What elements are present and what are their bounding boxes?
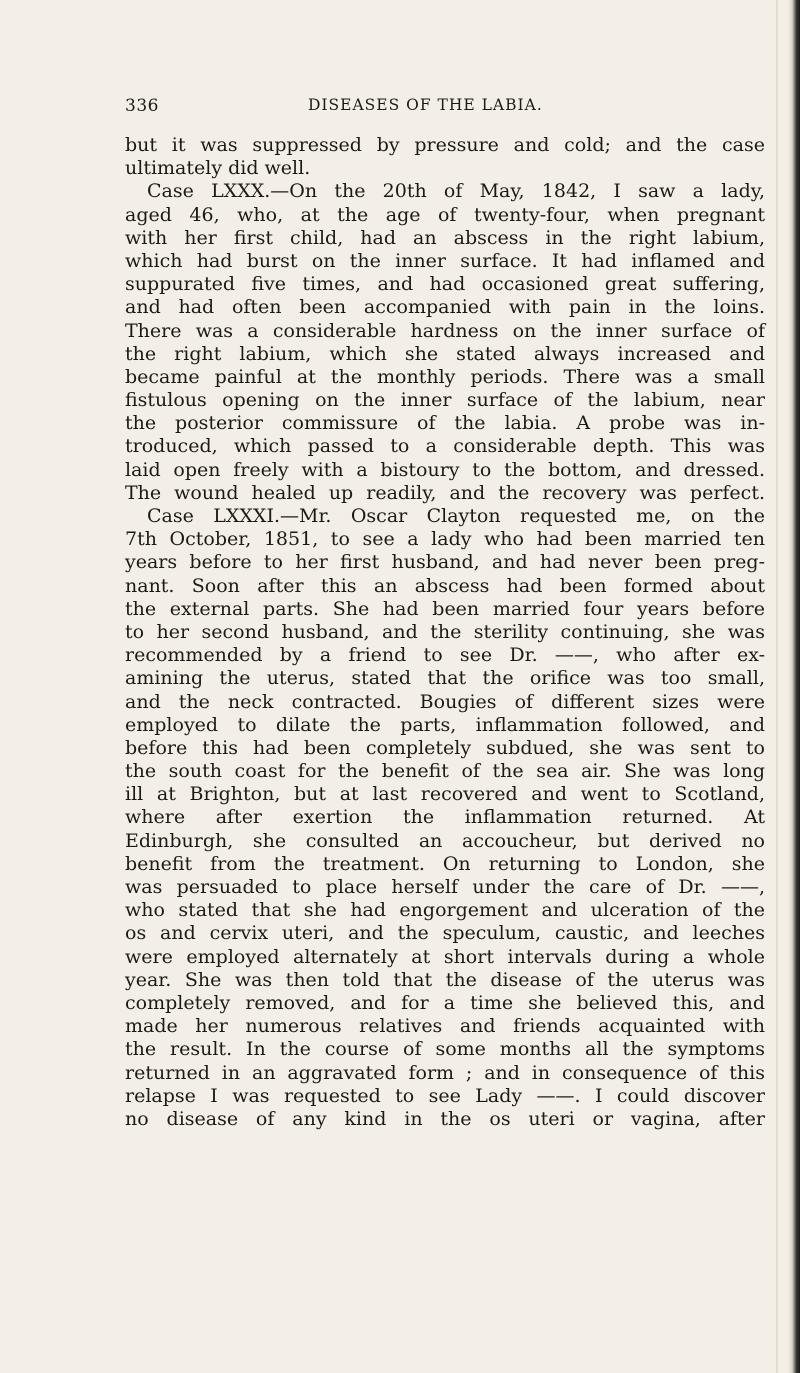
text-line: the south coast for the benefit of the sea air. She was long	[125, 760, 765, 783]
text-line: to her second husband, and the sterility continuing, she was	[125, 620, 765, 643]
text-line: benefit from the treatment. On returning to London, she	[125, 852, 765, 875]
text-line: aged 46, who, at the age of twenty-four, when pregnant	[125, 203, 765, 226]
text-line: but it was suppressed by pressure and cold; and the case	[125, 134, 765, 156]
text-line: with her first child, had an abscess in the right labium,	[125, 226, 765, 249]
text-line: became painful at the monthly periods. There was a small	[125, 365, 765, 388]
text-line: fistulous opening on the inner surface of the labium, near	[125, 389, 765, 412]
text-line: amining the uterus, stated that the orifice was too small,	[125, 667, 765, 690]
text-line: There was a considerable hardness on the inner surface of	[125, 319, 765, 342]
text-line: returned in an aggravated form ; and in consequence of this	[125, 1061, 765, 1084]
text-line: ill at Brighton, but at last recovered and went to Scotland,	[125, 783, 765, 806]
page-number: 336	[125, 96, 159, 116]
text-line: Edinburgh, she consulted an accoucheur, but derived no	[125, 829, 765, 852]
text-line: the right labium, which she stated always increased and	[125, 342, 765, 365]
text-line: before this had been completely subdued, she was sent to	[125, 736, 765, 759]
text-line: and the neck contracted. Bougies of different sizes were	[125, 690, 765, 713]
text-line: relapse I was requested to see Lady ——. I could discover	[125, 1084, 765, 1107]
text-line: The wound healed up readily, and the recovery was perfect.	[125, 481, 765, 504]
text-line: was persuaded to place herself under the care of Dr. ——,	[125, 876, 765, 898]
text-line: the result. In the course of some months all the symptoms	[125, 1038, 765, 1061]
text-line: years before to her first husband, and had never been preg-	[125, 551, 765, 574]
text-line: recommended by a friend to see Dr. ——, who after ex-	[125, 644, 765, 667]
running-head: DISEASES OF THE LABIA.	[308, 96, 543, 114]
text-line: ultimately did well.	[125, 157, 311, 180]
text-line: and had often been accompanied with pain in the loins.	[125, 296, 765, 319]
text-line: the external parts. She had been married four years before	[125, 597, 765, 620]
text-line: completely removed, and for a time she believed this, and	[125, 991, 765, 1014]
text-line: laid open freely with a bistoury to the bottom, and dressed.	[125, 458, 765, 481]
page-edge-highlight	[776, 0, 778, 1373]
text-line: 7th October, 1851, to see a lady who had been married ten	[125, 528, 765, 551]
text-line: who stated that she had engorgement and ulceration of the	[125, 899, 765, 922]
text-line: no disease of any kind in the os uteri or vagina, after	[125, 1107, 765, 1130]
text-line: made her numerous relatives and friends acquainted with	[125, 1015, 765, 1038]
body-text	[125, 134, 765, 1131]
text-line: where after exertion the inflammation returned. At	[125, 806, 765, 829]
text-line: the posterior commissure of the labia. A probe was in-	[125, 412, 765, 435]
text-line: year. She was then told that the disease of the uterus was	[125, 968, 765, 991]
case-heading-line: Case LXXX.—On the 20th of May, 1842, I saw a lady,	[147, 180, 765, 203]
text-line: suppurated five times, and had occasioned great suffering,	[125, 273, 765, 296]
page-header	[125, 96, 765, 120]
text-line: os and cervix uteri, and the speculum, caustic, and leeches	[125, 922, 765, 945]
text-line: which had burst on the inner surface. It had inflamed and	[125, 249, 765, 272]
text-line: were employed alternately at short intervals during a whole	[125, 945, 765, 968]
text-line: troduced, which passed to a considerable depth. This was	[125, 435, 765, 458]
page-edge-shadow	[788, 0, 800, 1373]
text-line: nant. Soon after this an abscess had been formed about	[125, 574, 765, 597]
text-line: employed to dilate the parts, inflammation followed, and	[125, 713, 765, 736]
case-heading-line: Case LXXXI.—Mr. Oscar Clayton requested me, on the	[147, 505, 765, 527]
